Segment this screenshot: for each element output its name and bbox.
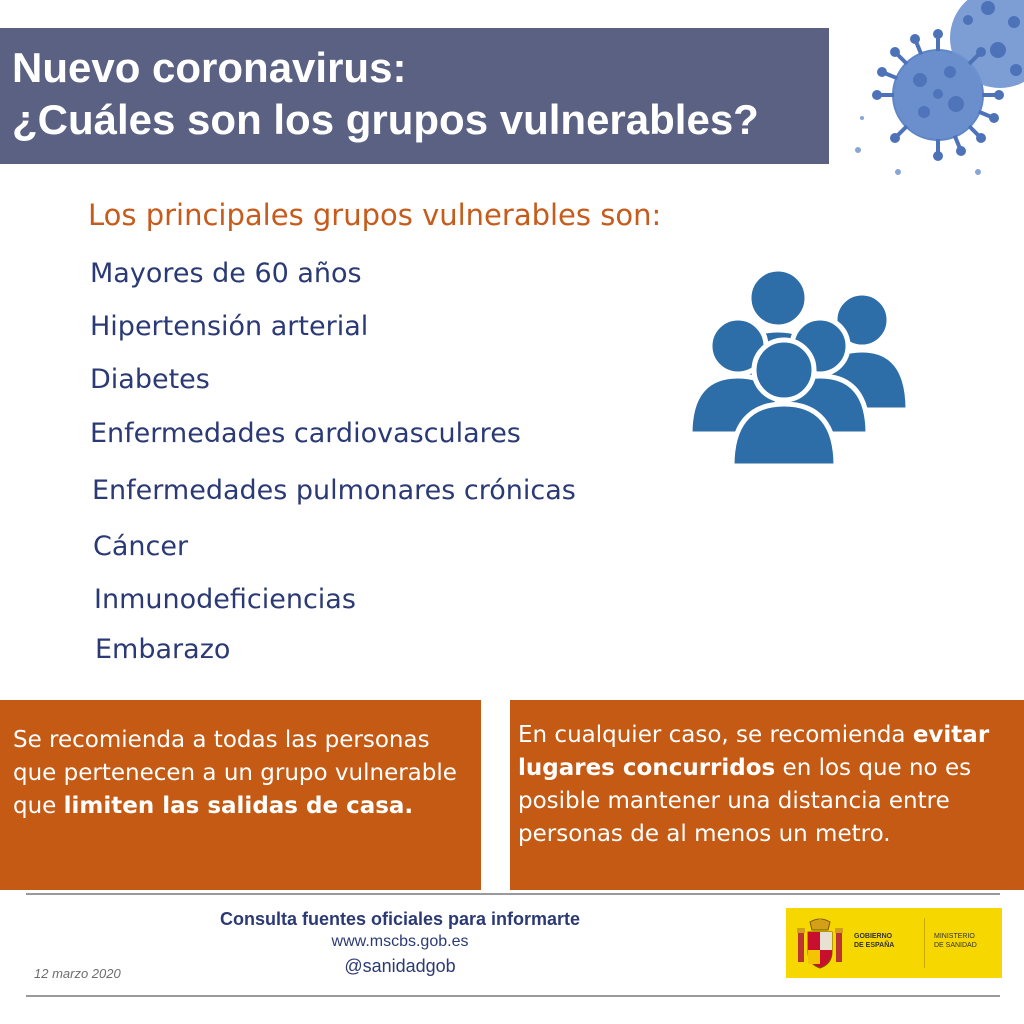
people-group-icon <box>686 262 912 472</box>
recommendation-right-bold: evitar lugares concurridos <box>518 722 990 781</box>
footer-info <box>150 908 650 978</box>
consult-text: Consulta fuentes oficiales para informarte <box>219 909 581 929</box>
group-item: Diabetes <box>90 364 210 395</box>
logo-ministry-line1: MINISTERIO <box>934 933 975 940</box>
recommendation-right-text-before: En cualquier caso, se recomienda <box>518 722 913 748</box>
recommendation-right-text-after: en los que no es posible mantener una distancia entre personas de al menos un metro. <box>518 755 972 847</box>
logo-gov-line2: DE ESPAÑA <box>854 942 895 949</box>
title-band <box>0 28 829 164</box>
group-item: Embarazo <box>95 634 231 665</box>
social-handle[interactable]: @sanidadgob <box>344 956 456 976</box>
intro-heading: Los principales grupos vulnerables son: <box>88 198 662 232</box>
publication-date: 12 marzo 2020 <box>34 966 121 981</box>
footer-bottom-divider <box>26 995 1000 997</box>
group-item: Inmunodeficiencias <box>94 584 356 615</box>
logo-gov-text <box>854 932 894 950</box>
logo-separator <box>924 918 925 968</box>
coat-of-arms-icon <box>796 918 844 970</box>
group-item: Cáncer <box>93 531 189 562</box>
website-link[interactable]: www.mscbs.gob.es <box>331 933 469 950</box>
recommendation-left-bold: limiten las salidas de casa. <box>63 793 414 819</box>
virus-icon <box>838 0 1024 190</box>
recommendation-left-text: Se recomienda a todas las personas que pertenecen a un grupo vulnerable que <box>13 727 457 819</box>
group-item: Enfermedades cardiovasculares <box>90 418 521 449</box>
recommendation-right-box <box>510 700 1024 890</box>
group-item: Enfermedades pulmonares crónicas <box>92 475 576 506</box>
footer-top-divider <box>26 893 1000 895</box>
government-logo <box>786 908 1002 978</box>
group-item: Mayores de 60 años <box>90 258 362 289</box>
logo-ministry-text <box>934 932 977 950</box>
recommendation-left-box <box>0 700 481 890</box>
page-title-line2: ¿Cuáles son los grupos vulnerables? <box>12 96 759 143</box>
logo-ministry-line2: DE SANIDAD <box>934 942 977 949</box>
page-title-line1: Nuevo coronavirus: <box>12 44 407 91</box>
logo-gov-line1: GOBIERNO <box>854 933 893 940</box>
group-item: Hipertensión arterial <box>90 311 369 342</box>
